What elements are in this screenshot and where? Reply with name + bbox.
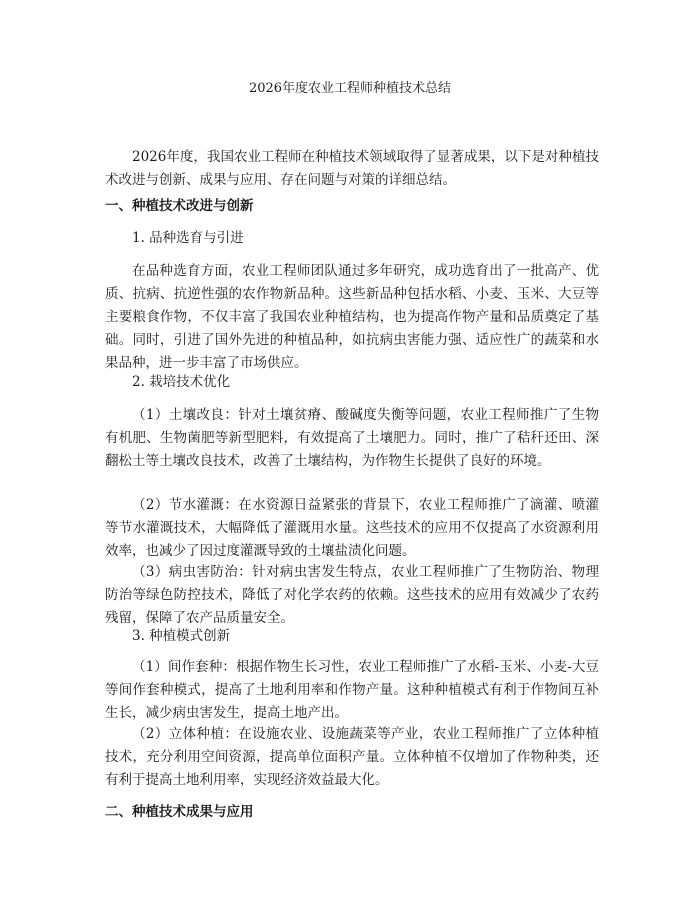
section-2-heading: 二、种植技术成果与应用 <box>105 804 254 820</box>
vertical-planting-paragraph: （2）立体种植：在设施农业、设施蔬菜等产业，农业工程师推广了立体种植技术，充分利用空间资源，提高单位面积产量。立体种植不仅增加了作物种类，还有利于提高土地利用率，实现经济效益最大化。 <box>105 726 599 788</box>
subsection-1-heading: 1. 品种选育与引进 <box>132 230 244 246</box>
intercropping-paragraph: （1）间作套种：根据作物生长习性，农业工程师推广了水稻-玉米、小麦-大豆等间作套种模式，提高了土地利用率和作物产量。这种种植模式有利于作物间互补生长，减少病虫害发生，提高土地产出。 <box>105 659 599 721</box>
subsection-1-paragraph: 在品种选育方面，农业工程师团队通过多年研究，成功选育出了一批高产、优质、抗病、抗逆性强的农作物新品种。这些新品种包括水稻、小麦、玉米、大豆等主要粮食作物，不仅丰富了我国农业种植结构，也为提高作物产量和品质奠定了基础。同时，引进了国外先进的种植品种，如抗病虫害能力强、适应性广的蔬菜和水果品种，进一步丰富了市场供应。 <box>105 263 599 371</box>
subsection-2-heading: 2. 栽培技术优化 <box>132 374 231 390</box>
pest-control-paragraph: （3）病虫害防治：针对病虫害发生特点，农业工程师推广了生物防治、物理防治等绿色防控技术，降低了对化学农药的依赖。这些技术的应用有效减少了农药残留，保障了农产品质量安全。 <box>105 564 599 626</box>
soil-improvement-paragraph: （1）土壤改良：针对土壤贫瘠、酸碱度失衡等问题，农业工程师推广了生物有机肥、生物菌肥等新型肥料，有效提高了土壤肥力。同时，推广了秸秆还田、深翻松土等土壤改良技术，改善了土壤结构，为作物生长提供了良好的环境。 <box>105 407 599 469</box>
section-1-heading: 一、种植技术改进与创新 <box>105 198 254 214</box>
intro-paragraph: 2026年度，我国农业工程师在种植技术领域取得了显著成果，以下是对种植技术改进与创新、成果与应用、存在问题与对策的详细总结。 <box>105 149 599 188</box>
subsection-3-heading: 3. 种植模式创新 <box>132 628 231 644</box>
document-title: 2026年度农业工程师种植技术总结 <box>248 81 452 96</box>
water-saving-paragraph: （2）节水灌溉：在水资源日益紧张的背景下，农业工程师推广了滴灌、喷灌等节水灌溉技术，大幅降低了灌溉用水量。这些技术的应用不仅提高了水资源利用效率，也减少了因过度灌溉导致的土壤盐渍化问题。 <box>105 497 599 559</box>
